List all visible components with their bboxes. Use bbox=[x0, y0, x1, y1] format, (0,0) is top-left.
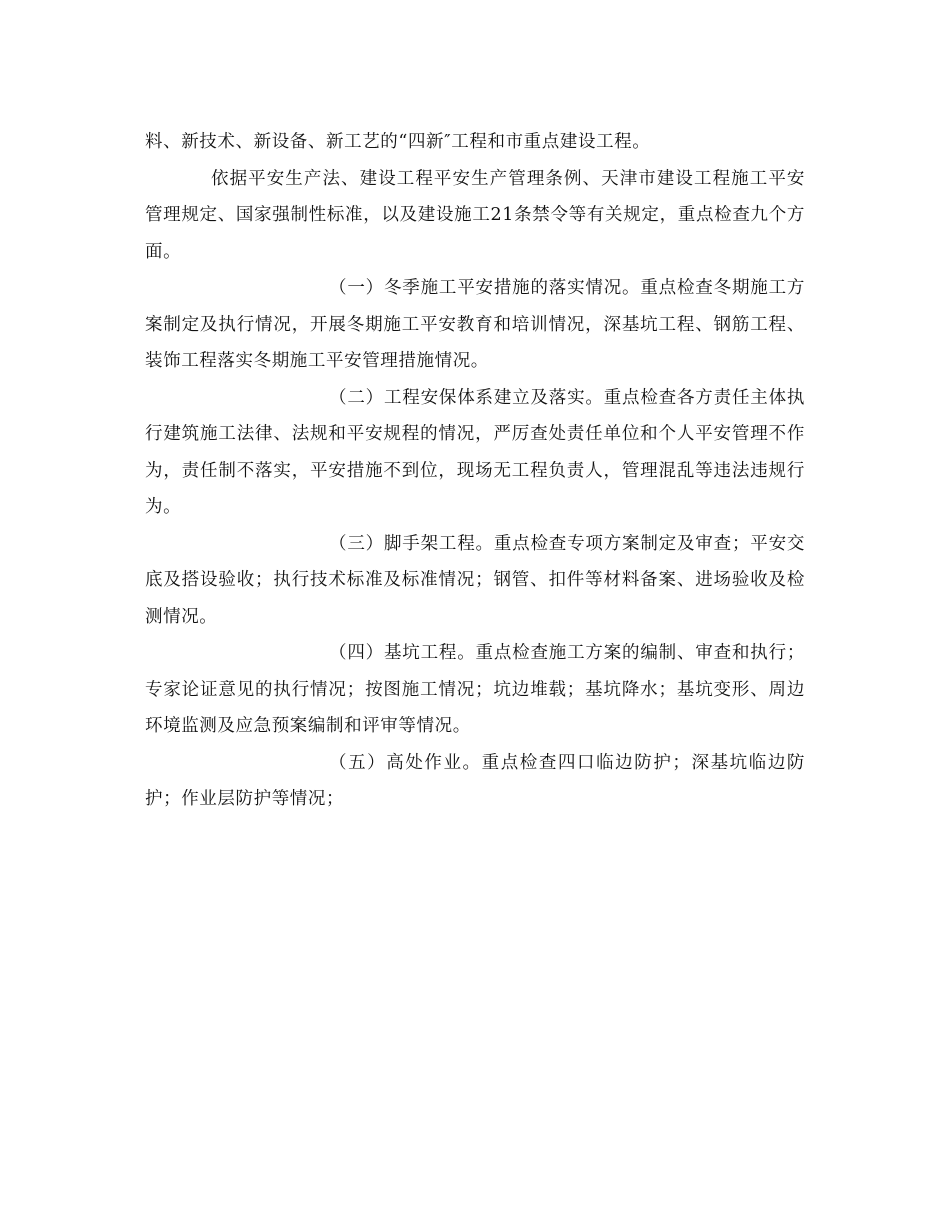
item-1-winter-safety: （一）冬季施工平安措施的落实情况。重点检查冬期施工方案制定及执行情况，开展冬期施工平安教育和培训情况，深基坑工程、钢筋工程、装饰工程落实冬期施工平安管理措施情况。 bbox=[145, 278, 805, 371]
item-4-foundation-pit: （四）基坑工程。重点检查施工方案的编制、审查和执行；专家论证意见的执行情况；按图施工情况；坑边堆载；基坑降水；基坑变形、周边环境监测及应急预案编制和评审等情况。 bbox=[145, 643, 805, 736]
continuation-paragraph: 料、新技术、新设备、新工艺的“四新″工程和市重点建设工程。 bbox=[145, 132, 651, 152]
item-2-security-system: （二）工程安保体系建立及落实。重点检查各方责任主体执行建筑施工法律、法规和平安规程的情况，严厉查处责任单位和个人平安管理不作为，责任制不落实，平安措施不到位，现场无工程负责人，管理混乱等违法违规行为。 bbox=[145, 387, 805, 517]
item-3-scaffolding: （三）脚手架工程。重点检查专项方案制定及审查；平安交底及搭设验收；执行技术标准及标准情况；钢管、扣件等材料备案、进场验收及检测情况。 bbox=[145, 533, 805, 627]
document-body bbox=[145, 124, 805, 818]
basis-paragraph: 依据平安生产法、建设工程平安生产管理条例、天津市建设工程施工平安管理规定、国家强制性标准，以及建设施工21条禁令等有关规定，重点检查九个方面。 bbox=[145, 168, 805, 262]
item-5-work-at-height: （五）高处作业。重点检查四口临边防护；深基坑临边防护；作业层防护等情况； bbox=[145, 752, 805, 809]
